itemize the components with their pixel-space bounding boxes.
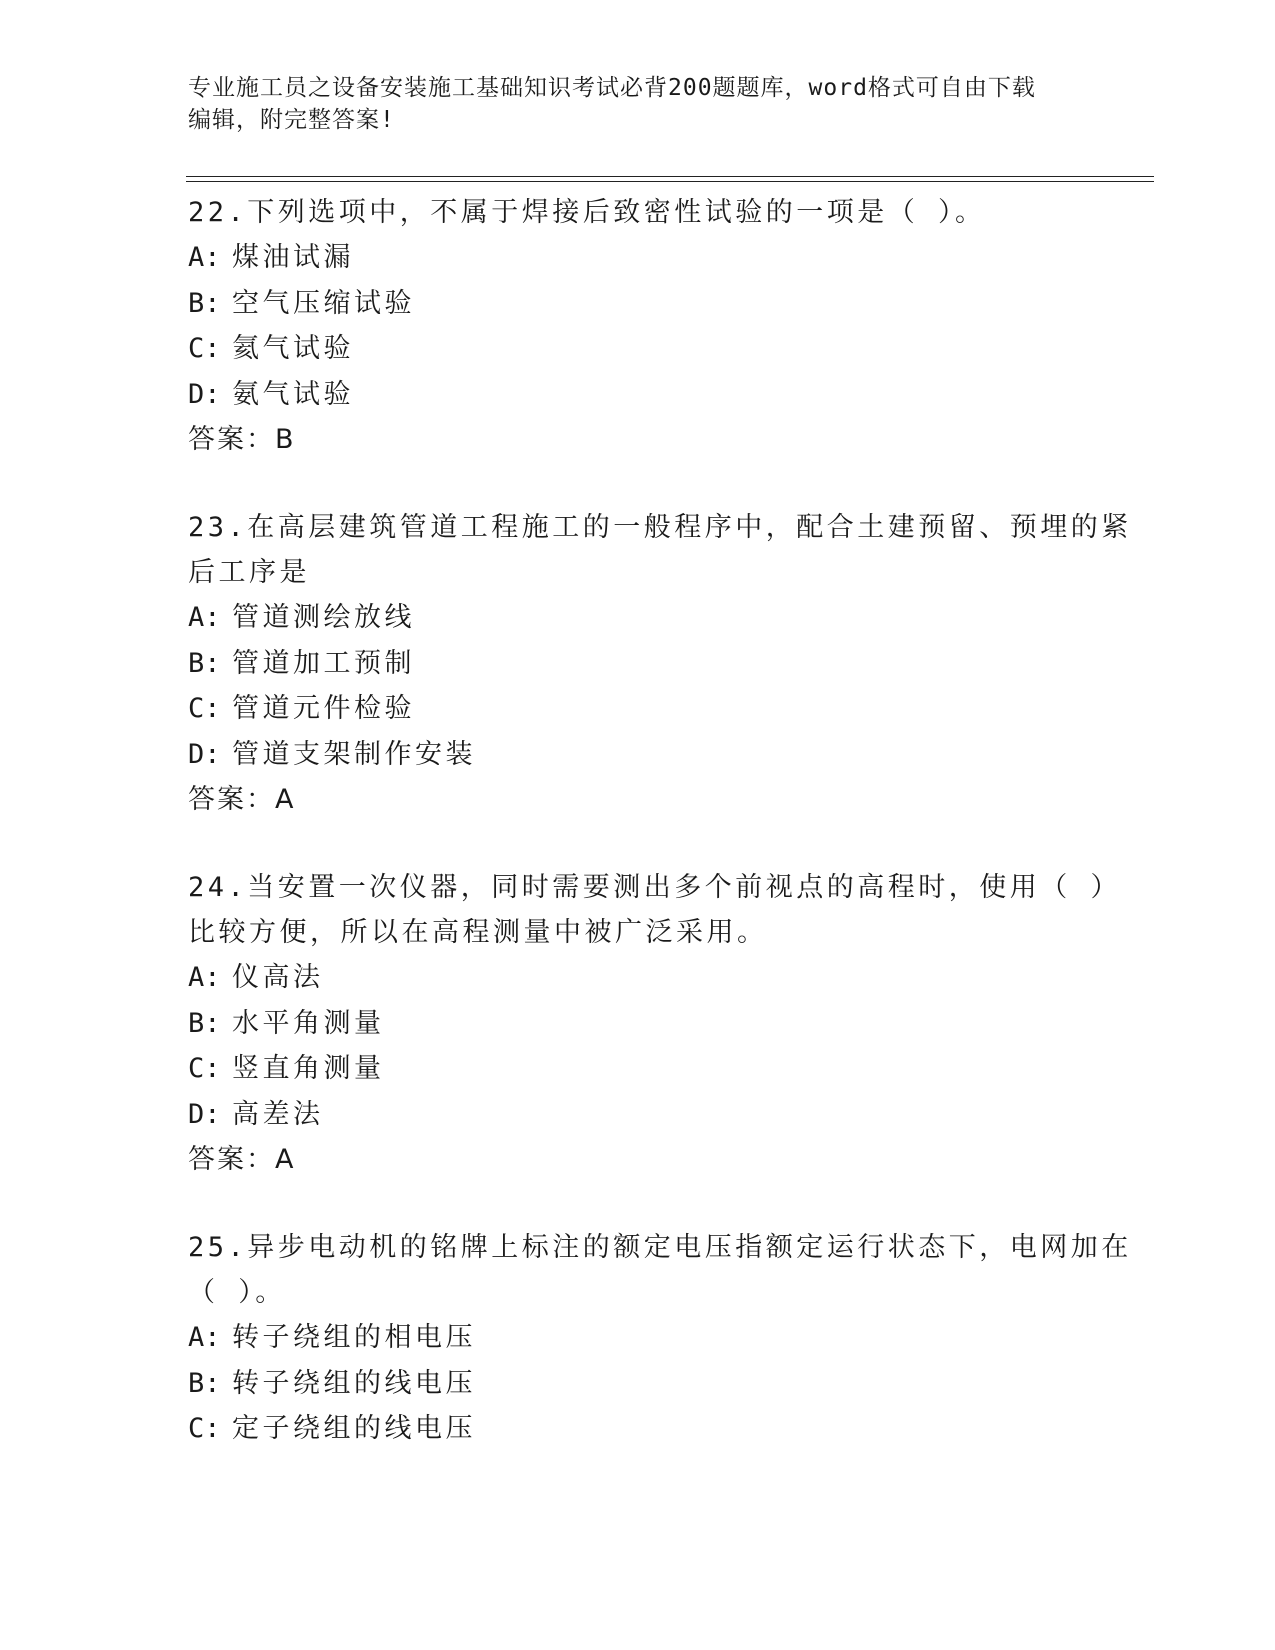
question-list <box>188 190 1132 1494</box>
option-d <box>188 372 1088 418</box>
option-key: C: <box>188 1053 221 1084</box>
option-d <box>188 1092 1088 1138</box>
option-b <box>188 641 1088 687</box>
option-text: 仪高法 <box>232 962 324 993</box>
question-stem-line: 比较方便，所以在高程测量中被广泛采用。 <box>188 917 768 948</box>
answer-label: 答案：A <box>188 784 296 815</box>
answer-label: 答案：A <box>188 1144 296 1175</box>
option-text: 高差法 <box>232 1098 324 1130</box>
option-key: B: <box>188 647 221 679</box>
option-b <box>188 1001 1088 1047</box>
answer-label: 答案：B <box>188 424 296 455</box>
option-key: C: <box>188 1413 221 1444</box>
option-c <box>188 1406 1088 1452</box>
document-header <box>188 72 1068 136</box>
option-key: A: <box>188 1322 221 1353</box>
option-c <box>188 1046 1088 1092</box>
option-key: B: <box>188 1367 221 1399</box>
header-line-2: 编辑，附完整答案! <box>188 107 395 133</box>
option-key: A: <box>188 242 221 273</box>
option-text: 转子绕组的相电压 <box>232 1322 476 1353</box>
question-22 <box>188 190 1088 463</box>
option-text: 定子绕组的线电压 <box>232 1413 476 1444</box>
question-stem-line: 25.异步电动机的铭牌上标注的额定电压指额定运行状态下，电网加在 <box>188 1232 1132 1263</box>
question-25 <box>188 1225 1132 1452</box>
option-key: C: <box>188 333 221 364</box>
option-key: B: <box>188 1007 221 1039</box>
option-b <box>188 1361 1088 1407</box>
option-key: D: <box>188 378 221 410</box>
option-key: D: <box>188 738 221 770</box>
option-key: B: <box>188 287 221 319</box>
option-c <box>188 686 1088 732</box>
question-23 <box>188 505 1132 823</box>
option-key: C: <box>188 693 221 724</box>
option-a <box>188 595 1088 641</box>
option-text: 氦气试验 <box>232 333 354 364</box>
option-text: 转子绕组的线电压 <box>232 1367 476 1399</box>
option-key: A: <box>188 962 221 993</box>
question-stem-line: （ ）。 <box>188 1277 286 1308</box>
option-text: 管道测绘放线 <box>232 602 415 633</box>
question-stem-line: 22.下列选项中，不属于焊接后致密性试验的一项是（ ）。 <box>188 197 986 228</box>
option-text: 管道加工预制 <box>232 647 415 679</box>
option-key: A: <box>188 602 221 633</box>
option-text: 管道支架制作安装 <box>232 738 476 770</box>
option-a <box>188 1315 1088 1361</box>
header-divider-top <box>186 176 1154 177</box>
option-text: 管道元件检验 <box>232 693 415 724</box>
question-stem-line: 24.当安置一次仪器，同时需要测出多个前视点的高程时，使用（ ） <box>188 872 1122 903</box>
option-text: 氨气试验 <box>232 378 354 410</box>
question-stem-line: 23.在高层建筑管道工程施工的一般程序中，配合土建预留、预埋的紧 <box>188 512 1132 543</box>
option-text: 竖直角测量 <box>232 1053 385 1084</box>
option-d <box>188 732 1088 778</box>
option-text: 煤油试漏 <box>232 242 354 273</box>
header-line-1: 专业施工员之设备安装施工基础知识考试必背200题题库，word格式可自由下载 <box>188 75 1036 101</box>
option-b <box>188 281 1088 327</box>
option-key: D: <box>188 1098 221 1130</box>
question-stem-line: 后工序是 <box>188 557 310 588</box>
option-text: 空气压缩试验 <box>232 287 415 319</box>
option-c <box>188 326 1088 372</box>
header-divider-bottom <box>186 181 1154 182</box>
option-a <box>188 955 1088 1001</box>
question-24 <box>188 865 1122 1183</box>
option-a <box>188 235 1088 281</box>
option-text: 水平角测量 <box>232 1007 385 1039</box>
